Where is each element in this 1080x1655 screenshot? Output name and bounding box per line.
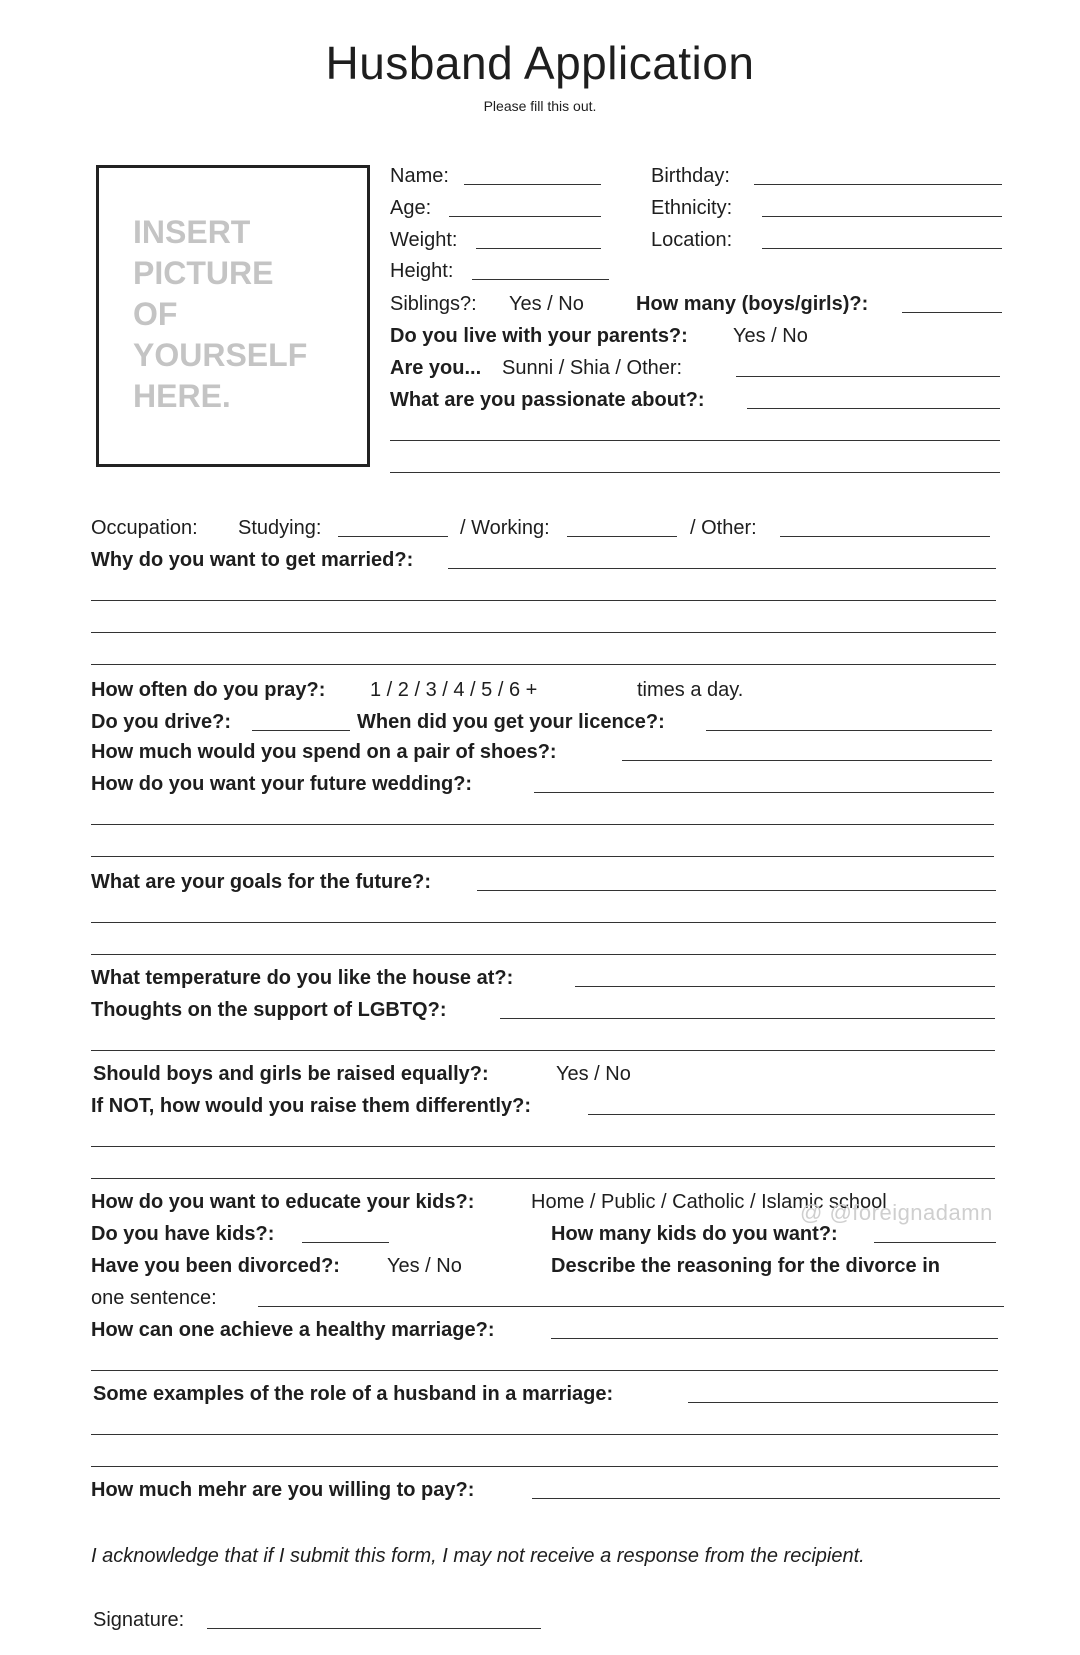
pray-options[interactable]: 1 / 2 / 3 / 4 / 5 / 6 + [370, 679, 538, 701]
working-label: / Working: [460, 517, 550, 539]
raise-differently-field[interactable] [588, 1114, 995, 1115]
acknowledgement-text: I acknowledge that if I submit this form, I may not receive a response from the recipient. [91, 1545, 865, 1567]
educate-options[interactable]: Home / Public / Catholic / Islamic school [531, 1191, 887, 1213]
birthday-field[interactable] [754, 184, 1002, 185]
goals-label: What are your goals for the future?: [91, 871, 432, 893]
healthy-marriage-field-line-2[interactable] [91, 1370, 998, 1371]
location-label: Location: [651, 229, 733, 251]
name-field[interactable] [464, 184, 601, 185]
goals-field-line-3[interactable] [91, 954, 996, 955]
pray-suffix: times a day. [637, 679, 744, 701]
raise-differently-field-line-2[interactable] [91, 1146, 995, 1147]
occupation-label: Occupation: [91, 517, 198, 539]
divorce-reason-label: Describe the reasoning for the divorce in [551, 1255, 940, 1277]
temperature-label: What temperature do you like the house at?: [91, 967, 514, 989]
have-kids-label: Do you have kids?: [91, 1223, 275, 1245]
divorce-reason-field[interactable] [258, 1306, 1004, 1307]
raise-differently-label: If NOT, how would you raise them differently?: [91, 1095, 532, 1117]
one-sentence-label: one sentence: [91, 1287, 217, 1309]
why-married-field-line-4[interactable] [91, 664, 996, 665]
lgbtq-field[interactable] [500, 1018, 995, 1019]
want-kids-label: How many kids do you want?: [551, 1223, 838, 1245]
wedding-field-line-3[interactable] [91, 856, 994, 857]
divorced-label: Have you been divorced?: [91, 1255, 340, 1277]
photo-placeholder[interactable] [96, 165, 370, 467]
occupation-other-field[interactable] [780, 536, 990, 537]
want-kids-field[interactable] [874, 1242, 996, 1243]
photo-placeholder-text: INSERT PICTURE OF YOURSELF HERE. [133, 214, 308, 414]
wedding-label: How do you want your future wedding?: [91, 773, 473, 795]
goals-field[interactable] [477, 890, 996, 891]
weight-label: Weight: [390, 229, 458, 251]
lgbtq-field-line-2[interactable] [91, 1050, 995, 1051]
healthy-marriage-label: How can one achieve a healthy marriage?: [91, 1319, 495, 1341]
siblings-options[interactable]: Yes / No [509, 293, 584, 315]
licence-label: When did you get your licence?: [357, 711, 665, 733]
how-many-siblings-field[interactable] [902, 312, 1002, 313]
husband-role-field[interactable] [688, 1402, 998, 1403]
ethnicity-label: Ethnicity: [651, 197, 733, 219]
pray-label: How often do you pray?: [91, 679, 326, 701]
passionate-field-line-3[interactable] [390, 472, 1000, 473]
working-field[interactable] [567, 536, 677, 537]
raise-differently-field-line-3[interactable] [91, 1178, 995, 1179]
raised-equally-label: Should boys and girls be raised equally?: [93, 1063, 489, 1085]
why-married-field-line-3[interactable] [91, 632, 996, 633]
passionate-field-line-2[interactable] [390, 440, 1000, 441]
studying-field[interactable] [338, 536, 448, 537]
wedding-field[interactable] [534, 792, 994, 793]
passionate-label: What are you passionate about?: [390, 389, 705, 411]
age-label: Age: [390, 197, 432, 219]
divorced-options[interactable]: Yes / No [387, 1255, 462, 1277]
are-you-label: Are you... [390, 357, 482, 379]
height-field[interactable] [472, 279, 609, 280]
how-many-siblings-label: How many (boys/girls)?: [636, 293, 869, 315]
drive-field[interactable] [252, 730, 350, 731]
are-you-other-field[interactable] [736, 376, 1000, 377]
occupation-other-label: / Other: [690, 517, 757, 539]
mehr-label: How much mehr are you willing to pay?: [91, 1479, 475, 1501]
shoes-label: How much would you spend on a pair of shoes?: [91, 741, 557, 763]
have-kids-field[interactable] [302, 1242, 389, 1243]
licence-field[interactable] [706, 730, 992, 731]
shoes-field[interactable] [622, 760, 992, 761]
name-label: Name: [390, 165, 449, 187]
location-field[interactable] [762, 248, 1002, 249]
husband-role-field-line-3[interactable] [91, 1466, 998, 1467]
studying-label: Studying: [238, 517, 322, 539]
why-married-field[interactable] [448, 568, 996, 569]
birthday-label: Birthday: [651, 165, 730, 187]
live-parents-options[interactable]: Yes / No [733, 325, 808, 347]
siblings-label: Siblings?: [390, 293, 477, 315]
raised-equally-options[interactable]: Yes / No [556, 1063, 631, 1085]
why-married-label: Why do you want to get married?: [91, 549, 414, 571]
goals-field-line-2[interactable] [91, 922, 996, 923]
husband-role-label: Some examples of the role of a husband in a marriage: [93, 1383, 614, 1405]
lgbtq-label: Thoughts on the support of LGBTQ?: [91, 999, 447, 1021]
watermark: @ @foreignadamn [800, 1200, 993, 1225]
wedding-field-line-2[interactable] [91, 824, 994, 825]
are-you-options[interactable]: Sunni / Shia / Other: [502, 357, 683, 379]
page-subtitle: Please fill this out. [483, 98, 597, 114]
height-label: Height: [390, 260, 454, 282]
signature-label: Signature: [93, 1609, 185, 1631]
passionate-field[interactable] [747, 408, 1000, 409]
page-title: Husband Application [325, 37, 755, 89]
why-married-field-line-2[interactable] [91, 600, 996, 601]
drive-label: Do you drive?: [91, 711, 232, 733]
signature-field[interactable] [207, 1628, 541, 1629]
temperature-field[interactable] [575, 986, 995, 987]
live-parents-label: Do you live with your parents?: [390, 325, 688, 347]
age-field[interactable] [449, 216, 601, 217]
weight-field[interactable] [476, 248, 601, 249]
husband-role-field-line-2[interactable] [91, 1434, 998, 1435]
ethnicity-field[interactable] [762, 216, 1002, 217]
mehr-field[interactable] [532, 1498, 1000, 1499]
educate-label: How do you want to educate your kids?: [91, 1191, 475, 1213]
healthy-marriage-field[interactable] [551, 1338, 998, 1339]
